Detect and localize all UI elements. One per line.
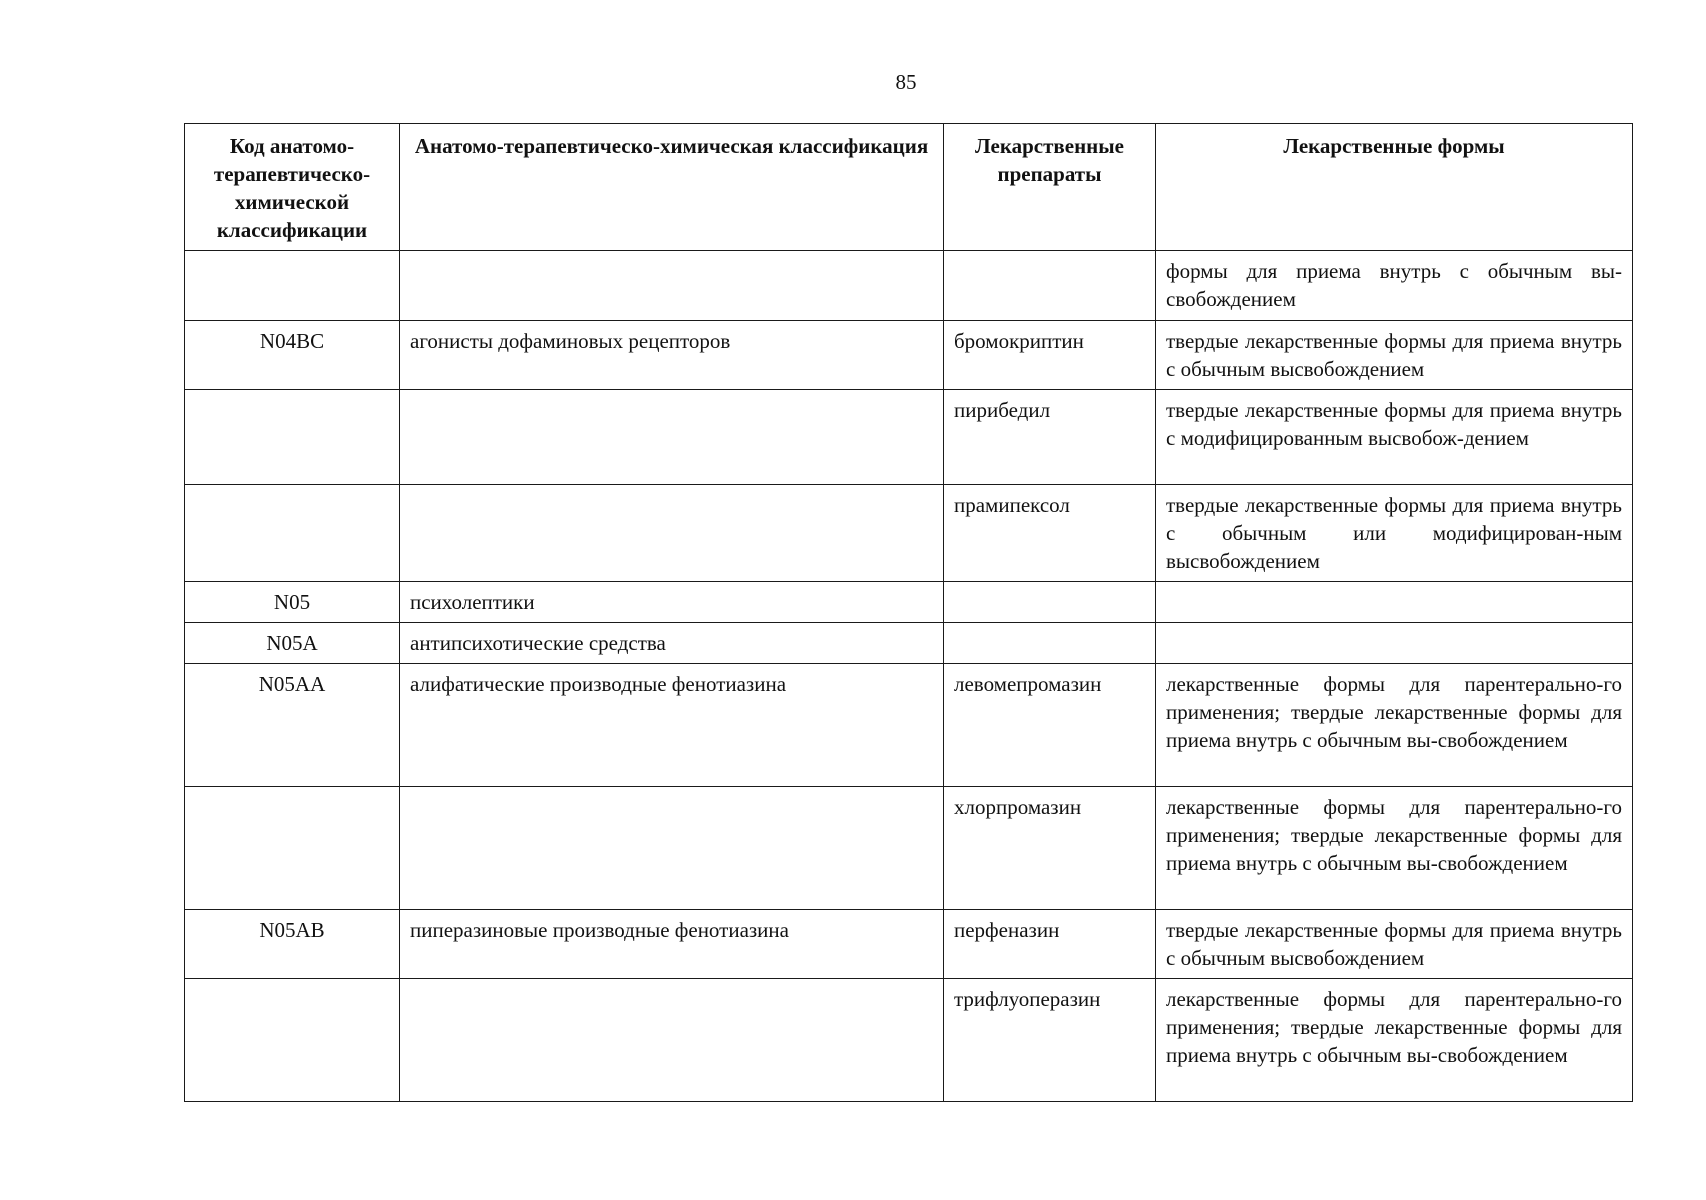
cell-classification: пиперазиновые производные фенотиазина	[400, 910, 944, 979]
table-row	[185, 664, 1633, 787]
cell-classification	[400, 787, 944, 910]
cell-drug: хлорпромазин	[944, 787, 1156, 910]
cell-forms	[1156, 582, 1633, 623]
header-classification: Анатомо-терапевтическо-химическая классификация	[400, 124, 944, 251]
cell-classification	[400, 485, 944, 582]
table-row	[185, 787, 1633, 910]
header-code: Код анатомо-терапевтическо-химической классификации	[185, 124, 400, 251]
cell-code: N05	[185, 582, 400, 623]
table-row	[185, 321, 1633, 390]
cell-classification	[400, 251, 944, 321]
table-row	[185, 390, 1633, 485]
header-drugs: Лекарственные препараты	[944, 124, 1156, 251]
cell-code	[185, 979, 400, 1102]
cell-code	[185, 390, 400, 485]
cell-drug: перфеназин	[944, 910, 1156, 979]
table-row	[185, 582, 1633, 623]
cell-drug: бромокриптин	[944, 321, 1156, 390]
table-row	[185, 485, 1633, 582]
cell-forms: твердые лекарственные формы для приема внутрь с модифицированным высвобож-дением	[1156, 390, 1633, 485]
cell-forms: твердые лекарственные формы для приема внутрь с обычным высвобождением	[1156, 910, 1633, 979]
table-row	[185, 979, 1633, 1102]
cell-code	[185, 251, 400, 321]
table-header-row	[185, 124, 1633, 251]
cell-code: N05A	[185, 623, 400, 664]
cell-forms: лекарственные формы для парентерально-го применения; твердые лекарственные формы для приема внутрь с обычным вы-свобождением	[1156, 664, 1633, 787]
cell-code: N05AA	[185, 664, 400, 787]
cell-classification: алифатические производные фенотиазина	[400, 664, 944, 787]
cell-drug	[944, 582, 1156, 623]
cell-forms	[1156, 623, 1633, 664]
table-row	[185, 910, 1633, 979]
cell-forms: формы для приема внутрь с обычным вы-свобождением	[1156, 251, 1633, 321]
atc-table	[184, 123, 1633, 1102]
cell-classification	[400, 979, 944, 1102]
cell-code	[185, 485, 400, 582]
cell-code: N05AB	[185, 910, 400, 979]
table-row	[185, 623, 1633, 664]
table-row	[185, 251, 1633, 321]
cell-code	[185, 787, 400, 910]
cell-drug	[944, 251, 1156, 321]
cell-forms: лекарственные формы для парентерально-го применения; твердые лекарственные формы для приема внутрь с обычным вы-свобождением	[1156, 787, 1633, 910]
cell-classification: психолептики	[400, 582, 944, 623]
cell-classification	[400, 390, 944, 485]
cell-drug: прамипексол	[944, 485, 1156, 582]
cell-classification: агонисты дофаминовых рецепторов	[400, 321, 944, 390]
cell-drug: левомепромазин	[944, 664, 1156, 787]
page-number: 85	[895, 70, 917, 94]
header-forms: Лекарственные формы	[1156, 124, 1633, 251]
cell-drug: трифлуоперазин	[944, 979, 1156, 1102]
cell-drug: пирибедил	[944, 390, 1156, 485]
cell-code: N04BC	[185, 321, 400, 390]
cell-forms: лекарственные формы для парентерально-го применения; твердые лекарственные формы для приема внутрь с обычным вы-свобождением	[1156, 979, 1633, 1102]
cell-forms: твердые лекарственные формы для приема внутрь с обычным высвобождением	[1156, 321, 1633, 390]
cell-drug	[944, 623, 1156, 664]
cell-classification: антипсихотические средства	[400, 623, 944, 664]
cell-forms: твердые лекарственные формы для приема внутрь с обычным или модифицирован-ным высвобождением	[1156, 485, 1633, 582]
